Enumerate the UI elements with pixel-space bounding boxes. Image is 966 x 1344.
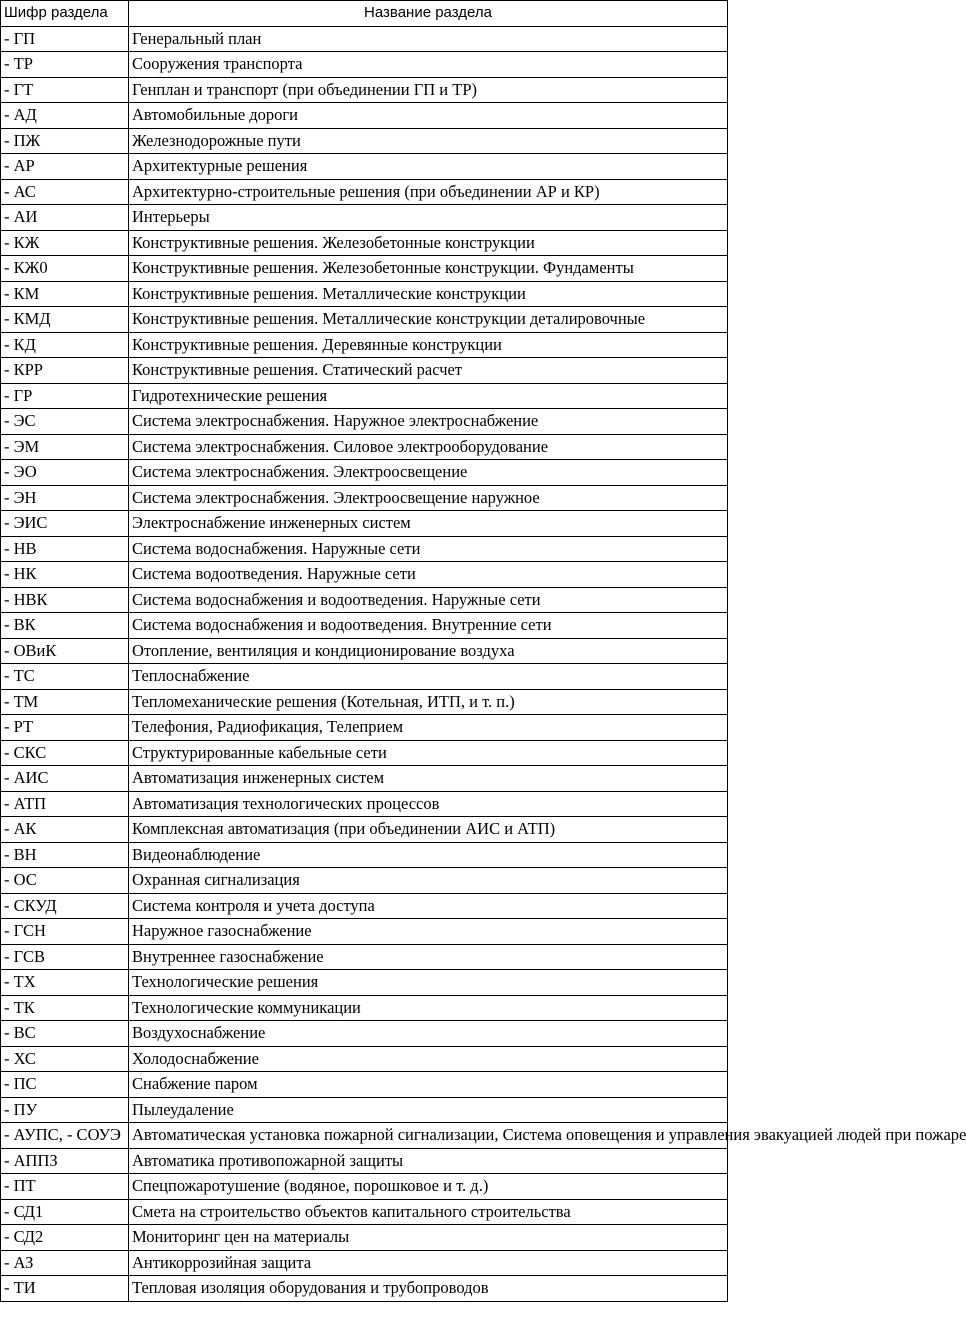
- section-code: - ГТ: [1, 77, 129, 103]
- section-name: Отопление, вентиляция и кондиционирование воздуха: [129, 638, 728, 664]
- table-row: [1, 536, 728, 562]
- section-code: - ЭН: [1, 485, 129, 511]
- section-name: Железнодорожные пути: [129, 128, 728, 154]
- section-name: Конструктивные решения. Железобетонные конструкции. Фундаменты: [129, 256, 728, 282]
- table-row: [1, 332, 728, 358]
- table-row: [1, 205, 728, 231]
- section-code: - ЭС: [1, 409, 129, 435]
- table-row: [1, 383, 728, 409]
- section-name: Система контроля и учета доступа: [129, 893, 728, 919]
- section-name: Генеральный план: [129, 26, 728, 52]
- table-row: [1, 842, 728, 868]
- table-row: [1, 638, 728, 664]
- section-code: - ТИ: [1, 1276, 129, 1302]
- section-name: Внутреннее газоснабжение: [129, 944, 728, 970]
- table-row: [1, 179, 728, 205]
- section-code: - АК: [1, 817, 129, 843]
- table-row: [1, 766, 728, 792]
- section-code: - ЭИС: [1, 511, 129, 537]
- section-name: Автомобильные дороги: [129, 103, 728, 129]
- table-row: [1, 52, 728, 78]
- section-name: Видеонаблюдение: [129, 842, 728, 868]
- section-code: - ТС: [1, 664, 129, 690]
- table-row: [1, 256, 728, 282]
- section-name: Автоматизация инженерных систем: [129, 766, 728, 792]
- section-code: - АЗ: [1, 1250, 129, 1276]
- table-row: [1, 128, 728, 154]
- section-name: Холодоснабжение: [129, 1046, 728, 1072]
- section-code: - ГСН: [1, 919, 129, 945]
- section-code: - РТ: [1, 715, 129, 741]
- table-row: [1, 1225, 728, 1251]
- section-code: - СКС: [1, 740, 129, 766]
- section-name: Мониторинг цен на материалы: [129, 1225, 728, 1251]
- table-row: [1, 919, 728, 945]
- table-row: [1, 689, 728, 715]
- table-row: [1, 1148, 728, 1174]
- table-row: [1, 1123, 728, 1149]
- section-name: Конструктивные решения. Металлические конструкции деталировочные: [129, 307, 728, 333]
- table-row: [1, 664, 728, 690]
- table-row: [1, 26, 728, 52]
- section-name: Архитектурно-строительные решения (при объединении АР и КР): [129, 179, 728, 205]
- section-code: - ЭО: [1, 460, 129, 486]
- table-row: [1, 307, 728, 333]
- section-code: - ПТ: [1, 1174, 129, 1200]
- table-row: [1, 281, 728, 307]
- table-row: [1, 77, 728, 103]
- section-code: - АД: [1, 103, 129, 129]
- section-code: - КЖ: [1, 230, 129, 256]
- section-name: Система водоснабжения и водоотведения. Внутренние сети: [129, 613, 728, 639]
- section-code: - КД: [1, 332, 129, 358]
- section-name: Интерьеры: [129, 205, 728, 231]
- section-code: - ВС: [1, 1021, 129, 1047]
- section-name: Конструктивные решения. Железобетонные конструкции: [129, 230, 728, 256]
- header-name: Название раздела: [129, 1, 728, 27]
- section-code: - КМ: [1, 281, 129, 307]
- section-name: Охранная сигнализация: [129, 868, 728, 894]
- section-name: Смета на строительство объектов капитального строительства: [129, 1199, 728, 1225]
- section-code: - ПЖ: [1, 128, 129, 154]
- section-name: Наружное газоснабжение: [129, 919, 728, 945]
- section-code: - ОС: [1, 868, 129, 894]
- section-code: - СКУД: [1, 893, 129, 919]
- section-code: - ВН: [1, 842, 129, 868]
- table-row: [1, 893, 728, 919]
- section-name: Автоматизация технологических процессов: [129, 791, 728, 817]
- table-row: [1, 409, 728, 435]
- table-row: [1, 460, 728, 486]
- section-name: Электроснабжение инженерных систем: [129, 511, 728, 537]
- table-row: [1, 613, 728, 639]
- table-row: [1, 868, 728, 894]
- section-code: - АТП: [1, 791, 129, 817]
- section-code: - ХС: [1, 1046, 129, 1072]
- section-name: Конструктивные решения. Статический расчет: [129, 358, 728, 384]
- section-name: Спецпожаротушение (водяное, порошковое и т. д.): [129, 1174, 728, 1200]
- section-name: Антикоррозийная защита: [129, 1250, 728, 1276]
- section-name: Воздухоснабжение: [129, 1021, 728, 1047]
- section-code: - АР: [1, 154, 129, 180]
- section-name: Автоматическая установка пожарной сигнализации, Система оповещения и управления эвакуацией людей при пожаре: [129, 1123, 728, 1149]
- table-row: [1, 485, 728, 511]
- section-code: - ТК: [1, 995, 129, 1021]
- section-name: Конструктивные решения. Деревянные конструкции: [129, 332, 728, 358]
- section-code: - ГР: [1, 383, 129, 409]
- table-row: [1, 587, 728, 613]
- section-code: - ГСВ: [1, 944, 129, 970]
- section-code: - СД1: [1, 1199, 129, 1225]
- table-row: [1, 230, 728, 256]
- section-name: Структурированные кабельные сети: [129, 740, 728, 766]
- table-row: [1, 1097, 728, 1123]
- section-name: Гидротехнические решения: [129, 383, 728, 409]
- table-row: [1, 791, 728, 817]
- section-code: - АИ: [1, 205, 129, 231]
- section-code: - ЭМ: [1, 434, 129, 460]
- section-name: Генплан и транспорт (при объединении ГП и ТР): [129, 77, 728, 103]
- section-name: Тепловая изоляция оборудования и трубопроводов: [129, 1276, 728, 1302]
- table-row: [1, 970, 728, 996]
- section-name: Система водоснабжения и водоотведения. Наружные сети: [129, 587, 728, 613]
- section-name: Сооружения транспорта: [129, 52, 728, 78]
- section-code: - ВК: [1, 613, 129, 639]
- section-name: Система водоотведения. Наружные сети: [129, 562, 728, 588]
- section-name: Автоматика противопожарной защиты: [129, 1148, 728, 1174]
- table-row: [1, 817, 728, 843]
- table-row: [1, 103, 728, 129]
- section-code: - ТР: [1, 52, 129, 78]
- section-code: - АИС: [1, 766, 129, 792]
- section-name: Система водоснабжения. Наружные сети: [129, 536, 728, 562]
- section-name: Конструктивные решения. Металлические конструкции: [129, 281, 728, 307]
- table-row: [1, 434, 728, 460]
- table-row: [1, 715, 728, 741]
- section-code: - НВК: [1, 587, 129, 613]
- section-name: Тепломеханические решения (Котельная, ИТП, и т. п.): [129, 689, 728, 715]
- section-name: Снабжение паром: [129, 1072, 728, 1098]
- section-code: - ОВиК: [1, 638, 129, 664]
- section-code: - ПУ: [1, 1097, 129, 1123]
- section-name: Система электроснабжения. Электроосвещение: [129, 460, 728, 486]
- table-row: [1, 1021, 728, 1047]
- table-row: [1, 1046, 728, 1072]
- table-row: [1, 1174, 728, 1200]
- section-name: Система электроснабжения. Электроосвещение наружное: [129, 485, 728, 511]
- section-code: - КЖ0: [1, 256, 129, 282]
- section-name: Телефония, Радиофикация, Телеприем: [129, 715, 728, 741]
- section-name: Система электроснабжения. Наружное электроснабжение: [129, 409, 728, 435]
- section-code: - АППЗ: [1, 1148, 129, 1174]
- section-name: Теплоснабжение: [129, 664, 728, 690]
- section-code: - ПС: [1, 1072, 129, 1098]
- section-code: - КМД: [1, 307, 129, 333]
- section-code: - ТХ: [1, 970, 129, 996]
- section-code: - НВ: [1, 536, 129, 562]
- section-code: - КРР: [1, 358, 129, 384]
- table-header-row: [1, 1, 728, 27]
- header-code: Шифр раздела: [1, 1, 129, 27]
- table-row: [1, 1276, 728, 1302]
- section-name: Технологические решения: [129, 970, 728, 996]
- section-code: - СД2: [1, 1225, 129, 1251]
- section-code: - АС: [1, 179, 129, 205]
- table-row: [1, 1250, 728, 1276]
- section-code: - АУПС, - СОУЭ: [1, 1123, 129, 1149]
- section-code: - ГП: [1, 26, 129, 52]
- section-name: Технологические коммуникации: [129, 995, 728, 1021]
- section-name: Система электроснабжения. Силовое электрооборудование: [129, 434, 728, 460]
- table-row: [1, 740, 728, 766]
- section-code: - ТМ: [1, 689, 129, 715]
- table-row: [1, 1199, 728, 1225]
- section-name: Комплексная автоматизация (при объединении АИС и АТП): [129, 817, 728, 843]
- table-row: [1, 154, 728, 180]
- table-body: [1, 26, 966, 1301]
- table-row: [1, 562, 728, 588]
- table-row: [1, 944, 728, 970]
- section-code: - НК: [1, 562, 129, 588]
- table-row: [1, 511, 728, 537]
- section-name: Пылеудаление: [129, 1097, 728, 1123]
- table-row: [1, 358, 728, 384]
- table-row: [1, 1072, 728, 1098]
- table-row: [1, 995, 728, 1021]
- section-name: Архитектурные решения: [129, 154, 728, 180]
